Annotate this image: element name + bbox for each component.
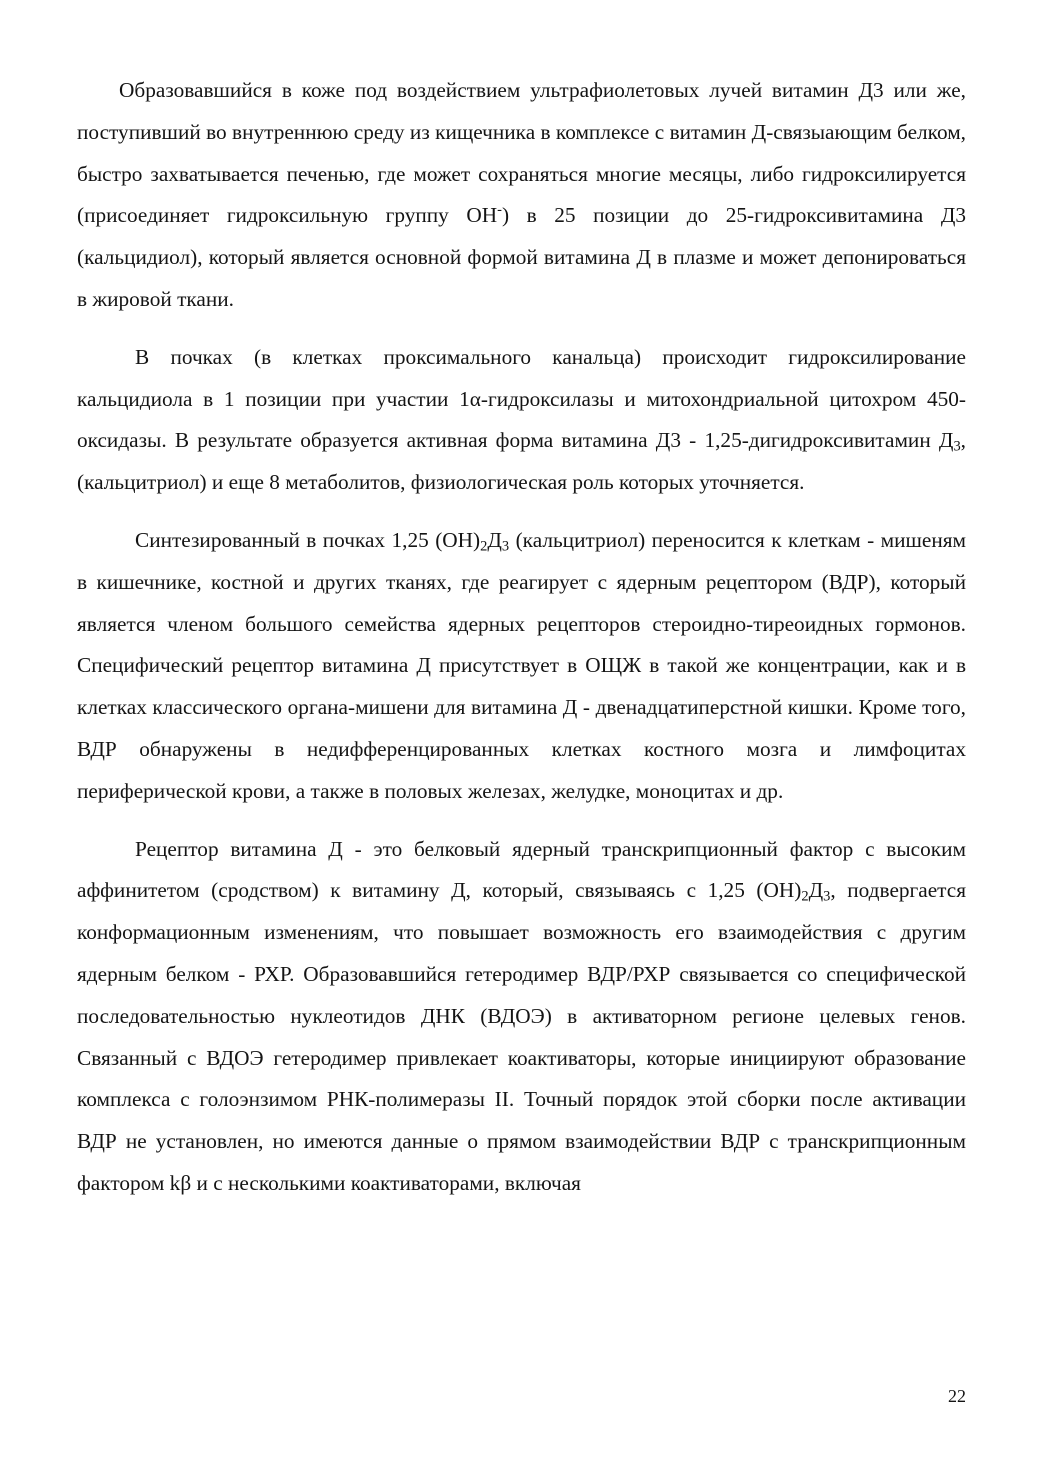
paragraph-text: Рецептор витамина Д - это белковый ядерный транскрипционный фактор с высоким аффинитетом (сродством) к витамину Д, который, связываясь с 1,25 (ОН) [77,836,966,903]
paragraph-text: Д [808,878,824,903]
document-page [77,70,966,1205]
subscript: 2 [480,538,488,555]
paragraph-text: Д [487,527,502,552]
paragraph-vdr-transcription [77,829,966,1205]
paragraph-text: Синтезированный в почках 1,25 (ОН) [135,527,481,552]
paragraph-kidney-hydroxylation [77,337,966,504]
paragraph-text: Образовавшийся в коже под воздействием ультрафиолетовых лучей витамин Д3 или же, поступивший во внутреннюю среду из кищечника в комплексе с витамин Д-связыающим белком, быстро захватывается печенью, где может сохраняться многие месяцы, либо гидроксилируется (присоединяет гидроксильную группу ОН [77,78,966,228]
paragraph-text: (кальцитриол) переносится к клеткам - мишеням в кишечнике, костной и других тканях, где реагирует с ядерным рецептором (ВДР), который является членом большого семейства ядерных рецепторов стероидно-тиреоидных гормонов. Специфический рецептор витамина Д присутствует в ОЩЖ в такой же концентрации, как и в клетках классического органа-мишени для витамина Д - двенадцатиперстной кишки. Кроме того, ВДР обнаружены в недифференцированных клетках костного мозга и лимфоцитах периферической крови, а также в половых железах, желудке, моноцитах и др. [77,527,966,803]
subscript: 3 [501,538,510,555]
subscript: 3 [953,438,961,455]
paragraph-text: В почках (в клетках проксимального канальца) происходит гидроксилирование кальцидиола в 1 позиции при участии 1α-гидроксилазы и митохондриальной цитохром 450-оксидазы. В результате образуется активная форма витамина Д3 - 1,25-дигидроксивитамин Д [77,344,966,453]
paragraph-text: , подвергается конформационным изменениям, что повышает возможность его взаимодействия с другим ядерным белком - РХР. Образовавшийся гетеродимер ВДР/РХР связывается со специфической последовательностью нуклеотидов ДНК (ВДОЭ) в активаторном регионе целевых генов. Связанный с ВДОЭ гетеродимер привлекает коактиваторы, которые инициируют образование комплекса с голоэнзимом РНК-полимеразы II. Точный порядок этой сборки после активации ВДР не установлен, но имеются данные о прямом взаимодействии ВДР с транскрипционным фактором kβ и с несколькими коактиваторами, включая [77,878,966,1195]
paragraph-vitamin-d3-liver [77,70,966,321]
superscript: - [497,202,502,219]
page-number: 22 [948,1386,966,1406]
paragraph-text: ) в 25 позиции до 25-гидроксивитамина Д3 (кальцидиол), который является основной формой витамина Д в плазме и может депонироваться в жировой ткани. [77,203,966,311]
subscript: 3 [823,888,831,905]
paragraph-text: , (кальцитриол) и еще 8 метаболитов, физиологическая роль которых уточняется. [77,428,966,495]
subscript: 2 [801,888,809,905]
paragraph-calcitriol-receptor [77,520,966,813]
